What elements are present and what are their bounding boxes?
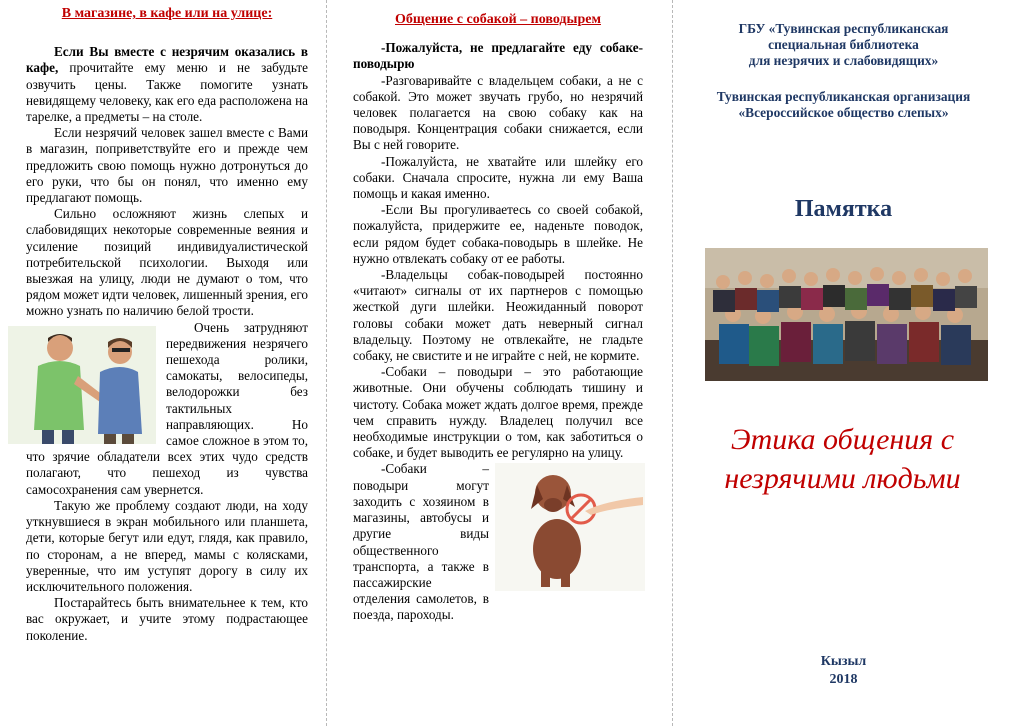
panel1-cafe-bold: Если Вы вместе с незрячим оказались в кафе,	[26, 44, 308, 76]
panel1-paragraph-attentive: Постарайтесь быть внимательнее к тем, кто вас окружает, и учите этому подрастающее поколение.	[26, 595, 308, 643]
panel2-no-food-text: -Пожалуйста, не предлагайте еду собаке-поводырю	[353, 40, 643, 72]
panel-shopping-cafe-street	[26, 6, 308, 644]
panel2-no-food	[353, 40, 643, 72]
panel1-paragraph-phones: Такую же проблему создают люди, на ходу уткнувшиеся в экран мобильного или планшета, дети, которые бегут или едут, глядя, как правило, по сторонам, а не вперед, мамы с колясками, уверенные, что им уступят дорогу в силу их исключительного положения.	[26, 497, 308, 594]
panel2-own-dog: -Если Вы прогуливаетесь со своей собакой, пожалуйста, придержите ее, наденьте поводок, если рядом будет собака-поводырь в шлейке. Не нужно отвлекать собаку от ее работы.	[353, 202, 643, 266]
panel2-signals: -Владельцы собак-поводырей постоянно «читают» сигналы от их партнеров с помощью жесткой дуги шлейки. Неожиданный поворот головы собаки может дать неверный сигнал владельцу. Поэтому не отвлекайте, не гладьте собаку, не свистите и не играйте с ней, не кормите.	[353, 267, 643, 364]
panel2-talk-to-owner: -Разговаривайте с владельцем собаки, а не с собакой. Это может звучать грубо, но незрячий человек полагается на свою собаку как на поводыря. Концентрация собаки снижается, если Вы с ней говорите.	[353, 72, 643, 153]
fold-line-1	[326, 0, 327, 726]
city-year: Кызыл 2018	[820, 654, 867, 687]
panel2-harness: -Пожалуйста, не хватайте или шлейку его собаки. Сначала спросите, нужна ли ему Ваша помощь и какая именно.	[353, 153, 643, 202]
panel1-paragraph-obstacles: Очень затрудняют передвижения незрячего пешехода ролики, самокаты, велосипеды, велодорожки без тактильных направляющих. Но самое сложное в этом то, что зрячие обладатели всех этих чудо средств полагают, что пешеход из чувства самосохранения сам увернется.	[26, 319, 308, 497]
guiding-illustration	[8, 326, 156, 444]
panel2-public-transport: -Собаки – поводыри могут заходить с хозяином в магазины, автобусы и другие виды общественного транспорта, а также в пассажирские отделения самолетов, в поезда, пароходы.	[353, 461, 489, 623]
leaflet-label: Памятка	[794, 196, 893, 222]
panel2-heading: Общение с собакой – поводырем	[395, 12, 601, 27]
panel-guide-dog	[353, 12, 643, 624]
group-photo	[705, 248, 988, 381]
panel1-paragraph-cafe	[26, 44, 308, 125]
dog-illustration	[495, 463, 645, 591]
main-title: Этика общения с незрячими людьми	[724, 423, 961, 495]
panel2-working-animals: -Собаки – поводыри – это работающие животные. Они обучены соблюдать тишину и чистоту. Собака может ждать долгое время, прежде чем справить нужду. Владелец получил все необходимые инструкции о том, как заботиться о собаке, и будет выводить ее регулярно на улицу.	[353, 364, 643, 461]
panel1-heading: В магазине, в кафе или на улице:	[61, 6, 273, 21]
panel1-paragraph-trends: Сильно осложняют жизнь слепых и слабовидящих некоторые современные веяния и усиление позиций индивидуалистической потребительской психологии. Выходя или выезжая на улицу, люди не думают о том, что рядом может идти человек, лишенный зрения, его можно узнать по наличию белой трости.	[26, 206, 308, 319]
library-name: ГБУ «Тувинская республиканская специальная библиотека для незрячих и слабовидящих»	[738, 21, 949, 68]
society-name: Тувинская республиканская организация «Всероссийское общество слепых»	[716, 89, 971, 120]
panel1-cafe-rest: прочитайте ему меню и не забудьте озвучить цены. Также помогите узнать невидящему человеку, как его еда расположена на тарелке, а предметы – на столе.	[26, 60, 308, 125]
panel1-paragraph-shop: Если незрячий человек зашел вместе с Вами в магазин, поприветствуйте его и прежде чем предложить свою помощь нужно дотронуться до его руки, что бы он понял, что именно ему предлагают помощь.	[26, 125, 308, 206]
